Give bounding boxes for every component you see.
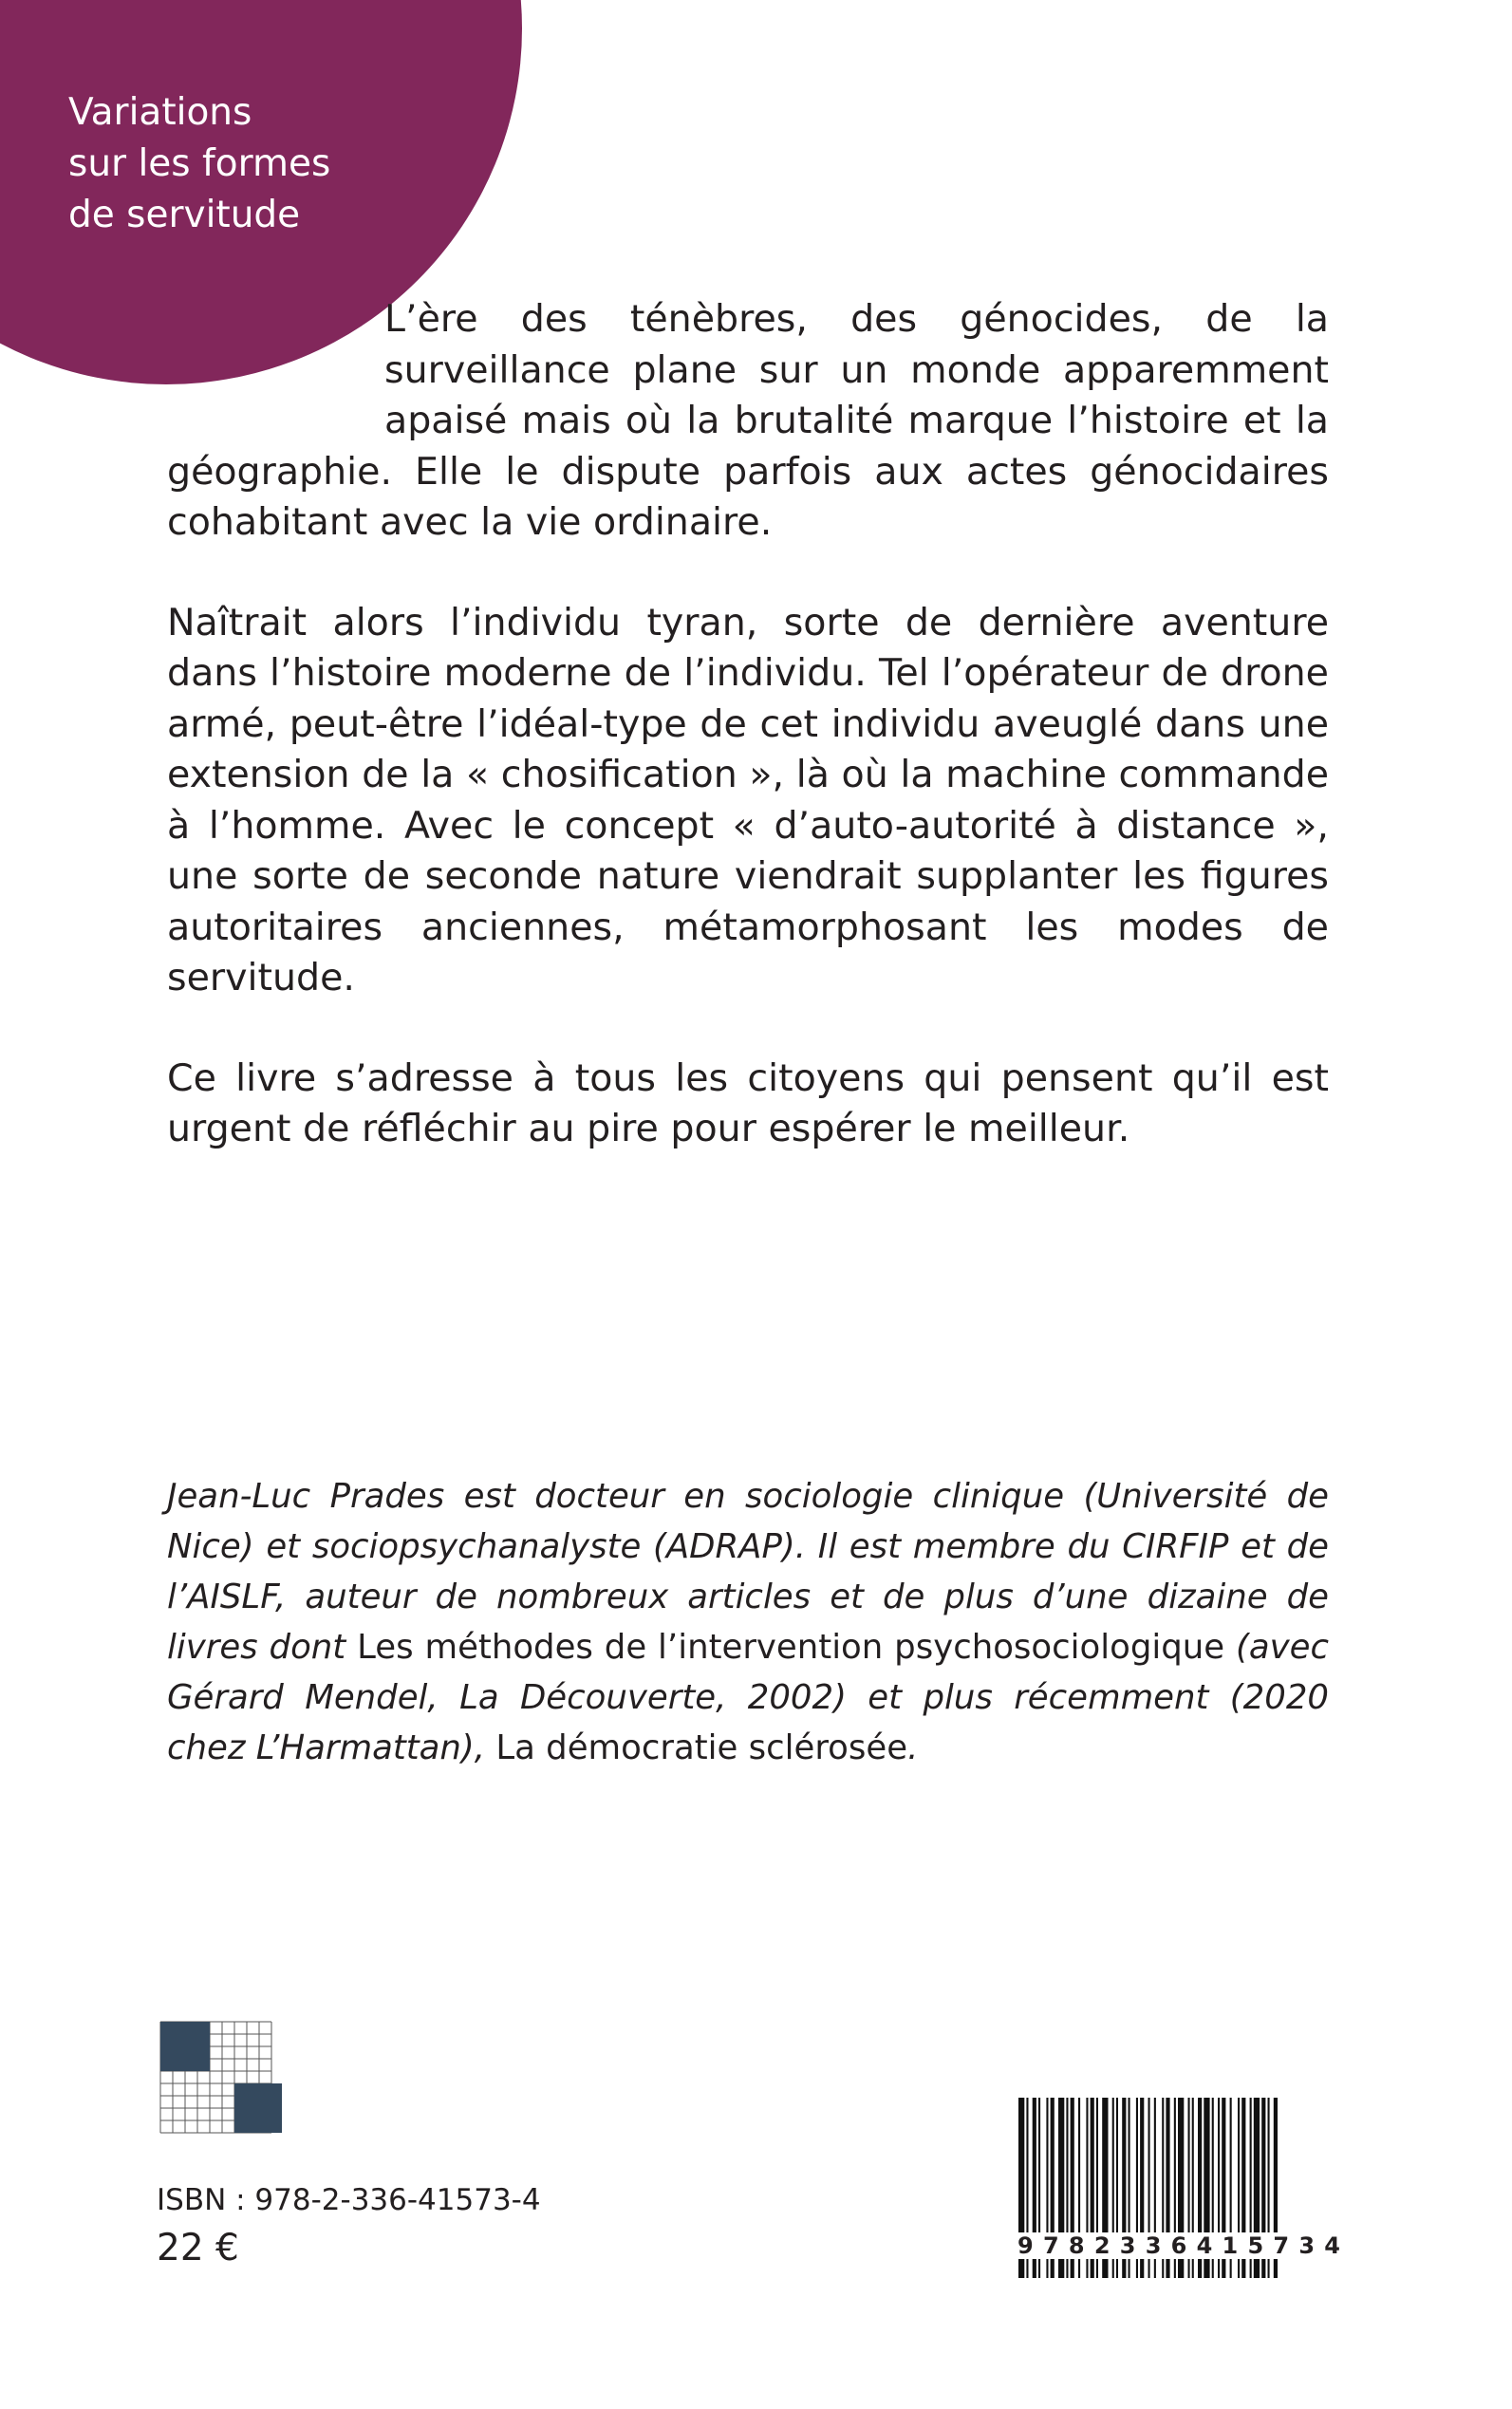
blurb-paragraph: Naîtrait alors l’individu tyran, sorte de dernière aventure dans l’histoire moderne de l’individu. Tel l’opérateur de drone armé, peut-être l’idéal-type de cet individu aveuglé dans une extension de la « chosification », là où la machine commande à l’homme. Avec le concept « d’auto-autorité à distance », une sorte de seconde nature viendrait supplanter les figures autoritaires anciennes, métamorphosant les modes de servitude.: [167, 600, 1329, 999]
isbn: ISBN : 978-2-336-41573-4: [157, 2183, 541, 2217]
logo-block: [234, 2083, 282, 2133]
series-label-line: sur les formes: [68, 142, 331, 185]
barcode-digit: 1: [1222, 2232, 1239, 2259]
book-title: La démocratie sclérosée: [495, 1728, 908, 1767]
barcode-digit: 3: [1145, 2232, 1162, 2259]
barcode-digit: 5: [1247, 2232, 1264, 2259]
back-cover-blurb: [167, 294, 1329, 1204]
author-note-text: est docteur en sociologie clinique (Université de Nice) et sociopsychanalyste (ADRAP). Il est membre du CIRFIP et de l’AISLF, auteur de nombreux articles et de plus d’une dizaine de livres dont: [167, 1477, 1329, 1667]
author-note: [167, 1471, 1329, 1773]
barcode-digit: 2: [1093, 2232, 1111, 2259]
series-label-line: de servitude: [68, 194, 301, 236]
barcode-digits: [1016, 2232, 1342, 2259]
barcode-digit: 3: [1298, 2232, 1316, 2259]
series-label-line: Variations: [68, 91, 252, 134]
barcode-digit: 8: [1068, 2232, 1085, 2259]
barcode-digit: 3: [1119, 2232, 1136, 2259]
author-name: Jean-Luc Prades: [167, 1477, 445, 1516]
barcode-digit: 9: [1017, 2232, 1034, 2259]
logo-block: [160, 2022, 210, 2071]
author-note-text: .: [907, 1728, 919, 1767]
barcode-digit: 4: [1196, 2232, 1213, 2259]
barcode-digit: 4: [1324, 2232, 1340, 2259]
price: 22 €: [157, 2227, 239, 2269]
author-note-text: (avec Gérard Mendel, La Découverte, 2002) et plus récemment (2020 chez L’Harmattan),: [167, 1628, 1329, 1767]
barcode-digit: 7: [1273, 2232, 1290, 2259]
grid-logo-icon: [159, 2021, 283, 2135]
blurb-paragraph: Ce livre s’adresse à tous les citoyens qui pensent qu’il est urgent de réfléchir au pire pour espérer le meilleur.: [167, 1055, 1329, 1150]
blurb-paragraph: L’ère des ténèbres, des génocides, de la surveillance plane sur un monde apparemment apaisé mais où la brutalité marque l’histoire et la géographie. Elle le dispute parfois aux actes génocidaires cohabitant avec la vie ordinaire.: [167, 297, 1329, 544]
barcode-digit: 7: [1042, 2232, 1059, 2259]
series-label: [68, 87, 330, 241]
book-title: Les méthodes de l’intervention psychosociologique: [357, 1628, 1225, 1667]
barcode-digit: 6: [1170, 2232, 1187, 2259]
